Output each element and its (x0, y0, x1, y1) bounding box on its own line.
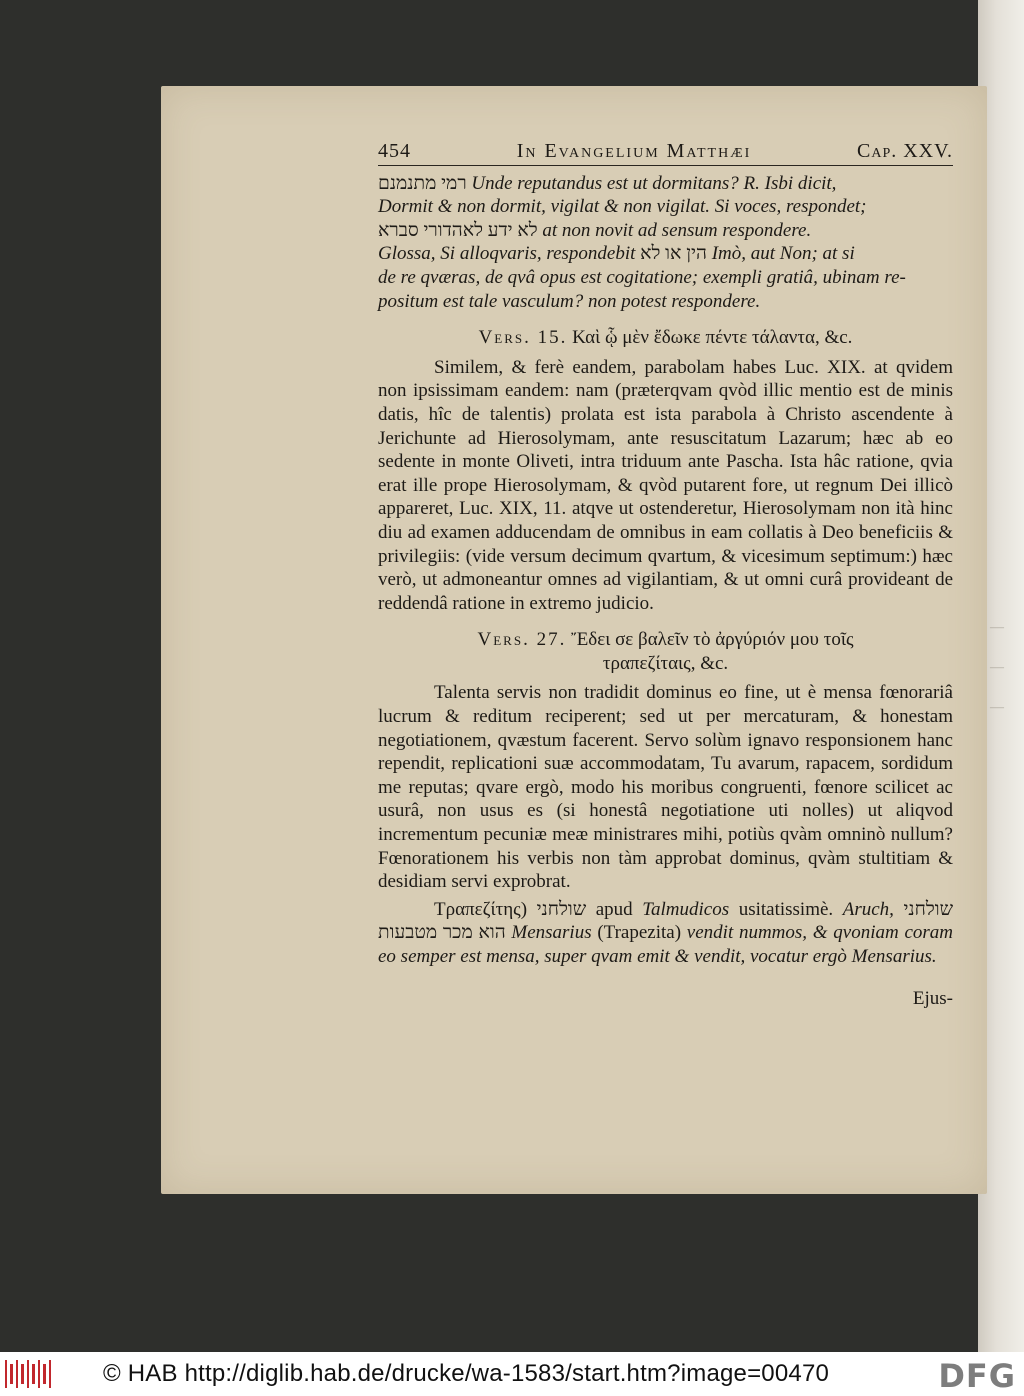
text-span: Mensarius (511, 922, 592, 944)
ghost-text: — (990, 660, 1004, 675)
verse-heading-15 (378, 326, 953, 350)
text-span: Talmudicos (642, 898, 730, 920)
running-title: In Evangelium Matthæi (516, 140, 752, 162)
verse-heading-27 (378, 628, 953, 675)
text-span: apud (595, 898, 633, 920)
greek-text: Ἔδει σε βαλεῖν τὸ ἀργύριόν μου τοῖς (571, 629, 854, 651)
text-span: Unde reputandus est ut dormitans? R. Isbi dicit, (471, 172, 837, 194)
chapter-label: Cap. XXV. (857, 140, 953, 162)
hebrew-text: רמי מתנמנם (378, 172, 467, 194)
paragraph-commentary-15: Similem, & ferè eandem, parabolam habes Luc. XIX. at qvidem non ipsissimam eandem: nam (præterqvam qvòd illic mentio est de minis datis, hîc de talentis) prolata est ista parabola à Christo ascendente à Jerichunte ad Hierosolymam, ante resuscitatum Lazarum; hæc ab eo sedente in monte Oliveti, intra triduum ante Pascha. Ista hâc ratione, qvia erat ille prope Hierosolymam, & qvòd putarent fore, ut regnum Dei illicò appareret, Luc. XIX, 11. atqve ut ostenderetur, Hierosolymam non ità hinc diu ad examen adducendam de omnibus in eam collatis à Deo beneficiis & privilegiis: (vide versum decimum qvartum, & vicesimum septimum:) hæc verò, ut admoneantur omnes ad vigilantiam, & ut omni curâ provideant de reddendâ ratione in extremo judicio. (378, 356, 953, 614)
greek-text: Τραπεζίτης) (434, 898, 528, 920)
paragraph-gloss (378, 172, 953, 314)
text-span: vendit nummos, & qvoniam coram eo semper est mensa, super qvam emit & vendit, vocatur ergò Mensarius. (378, 922, 953, 967)
text-span: de re qværas, de qvâ opus est cogitatione; exempli gratiâ, ubinam re- (378, 266, 906, 288)
library-logo-icon (5, 1357, 51, 1391)
page-number: 454 (378, 140, 411, 162)
page-text (378, 140, 953, 1010)
hebrew-text: שולחני (536, 898, 587, 920)
text-span: Dormit & non dormit, vigilat & non vigilat. Si voces, respondet; (378, 196, 867, 218)
copyright-link[interactable]: © HAB http://diglib.hab.de/drucke/wa-1583/start.htm?image=00470 (103, 1360, 830, 1387)
ghost-text: — (990, 700, 1004, 715)
hebrew-text: לא ידע לאהדורי סברא (378, 219, 538, 241)
catchword: Ejus- (912, 987, 953, 1009)
text-span: Aruch, (842, 898, 894, 920)
dfg-logo: DFG (938, 1357, 1016, 1395)
verse-label: Vers. 15. (478, 327, 568, 349)
verse-label: Vers. 27. (477, 629, 567, 651)
text-span: Imò, aut Non; at si (711, 243, 855, 265)
text-span: usitatissimè. (738, 898, 834, 920)
ghost-text: — (990, 620, 1004, 635)
hebrew-text: הין או לא (640, 243, 707, 265)
text-span: Glossa, Si alloqvaris, respondebit (378, 243, 636, 265)
greek-text: Καὶ ᾧ μὲν ἔδωκε πέντε τάλαντα, &c. (572, 327, 853, 349)
hebrew-text: שולחני הוא מכר מטבעות (378, 898, 954, 944)
paragraph-commentary-27: Talenta servis non tradidit dominus eo fine, ut è mensa fœnorariâ lucrum & reditum reciperent; sed ut per mercaturam, & honestam negotiationem, qvæstum facerent. Servo solùm ignavo responsionem hanc rependit, replicationi suæ accommodatam, Tu avarum, rapacem, sordidum me reputas; qvare ergò, modo his moribus congruenti, fœnore scilicet ac usurâ, non usus es (si honestâ negotiatione uti nolles) ut aliqvod incrementum pecuniæ meæ ministrares mihi, potiùs qvàm omninò nullum? Fœnorationem his verbis non tàm approbat dominus, qvàm stultitiam & desidiam servi exprobrat. (378, 682, 953, 893)
running-head (378, 140, 953, 166)
greek-text: τραπεζίταις, &c. (602, 652, 729, 674)
text-span: at non novit ad sensum respondere. (542, 219, 812, 241)
viewer-footer (0, 1352, 1024, 1396)
text-span: positum est tale vasculum? non potest respondere. (378, 290, 761, 312)
paragraph-trapezita (378, 898, 953, 969)
text-span: (Trapezita) (597, 922, 682, 944)
